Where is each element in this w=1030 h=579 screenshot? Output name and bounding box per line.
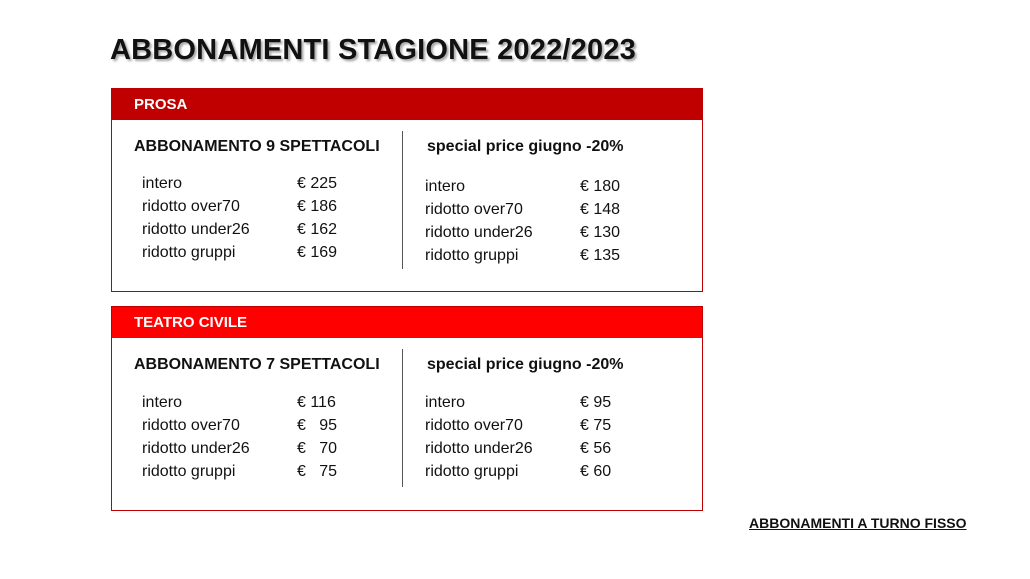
- price-row: [142, 460, 382, 483]
- civile-right-title: special price giugno -20%: [427, 356, 624, 373]
- column-divider: [402, 349, 403, 487]
- civile-left-prices: [142, 391, 382, 483]
- price-value: € 95: [297, 417, 338, 434]
- column-divider: [402, 131, 403, 269]
- price-value: € 116: [297, 394, 336, 411]
- teatro-civile-panel: [111, 306, 703, 511]
- price-label: ridotto over70: [142, 198, 240, 215]
- price-label: ridotto gruppi: [425, 247, 519, 264]
- price-row: [425, 437, 665, 460]
- price-value: € 180: [580, 178, 621, 195]
- price-value: € 95: [580, 394, 612, 411]
- price-value: € 162: [297, 221, 338, 238]
- price-value: € 60: [580, 463, 612, 480]
- price-value: € 70: [297, 440, 338, 457]
- price-value: € 186: [297, 198, 338, 215]
- turno-fisso-link[interactable]: ABBONAMENTI A TURNO FISSO: [749, 515, 967, 531]
- price-row: [142, 241, 382, 264]
- price-row: [142, 414, 382, 437]
- prosa-left-prices: [142, 172, 382, 264]
- prosa-panel: [111, 88, 703, 292]
- price-value: € 130: [580, 224, 621, 241]
- teatro-civile-header: TEATRO CIVILE: [112, 307, 702, 338]
- price-row: [142, 195, 382, 218]
- price-value: € 75: [580, 417, 612, 434]
- price-label: intero: [425, 394, 466, 411]
- civile-left-title: ABBONAMENTO 7 SPETTACOLI: [134, 356, 380, 373]
- prosa-left-title: ABBONAMENTO 9 SPETTACOLI: [134, 138, 380, 155]
- price-label: ridotto gruppi: [142, 244, 236, 261]
- price-value: € 56: [580, 440, 612, 457]
- price-value: € 169: [297, 244, 338, 261]
- price-row: [425, 460, 665, 483]
- page-title: ABBONAMENTI STAGIONE 2022/2023: [110, 34, 636, 66]
- price-row: [425, 198, 665, 221]
- price-label: ridotto over70: [425, 417, 523, 434]
- price-value: € 135: [580, 247, 621, 264]
- civile-right-prices: [425, 391, 665, 483]
- price-label: intero: [142, 175, 183, 192]
- price-label: ridotto under26: [425, 440, 533, 457]
- prosa-header: PROSA: [112, 89, 702, 120]
- prosa-right-prices: [425, 175, 665, 267]
- price-value: € 148: [580, 201, 621, 218]
- price-label: ridotto under26: [142, 221, 250, 238]
- price-value: € 225: [297, 175, 338, 192]
- price-label: ridotto gruppi: [425, 463, 519, 480]
- price-row: [425, 414, 665, 437]
- price-row: [425, 244, 665, 267]
- price-row: [142, 437, 382, 460]
- price-row: [425, 391, 665, 414]
- price-label: ridotto under26: [142, 440, 250, 457]
- price-label: intero: [142, 394, 183, 411]
- price-label: ridotto over70: [142, 417, 240, 434]
- price-value: € 75: [297, 463, 338, 480]
- price-label: intero: [425, 178, 466, 195]
- price-label: ridotto over70: [425, 201, 523, 218]
- price-row: [142, 391, 382, 414]
- price-label: ridotto gruppi: [142, 463, 236, 480]
- price-row: [425, 175, 665, 198]
- price-row: [425, 221, 665, 244]
- prosa-right-title: special price giugno -20%: [427, 138, 624, 155]
- price-row: [142, 218, 382, 241]
- price-label: ridotto under26: [425, 224, 533, 241]
- price-row: [142, 172, 382, 195]
